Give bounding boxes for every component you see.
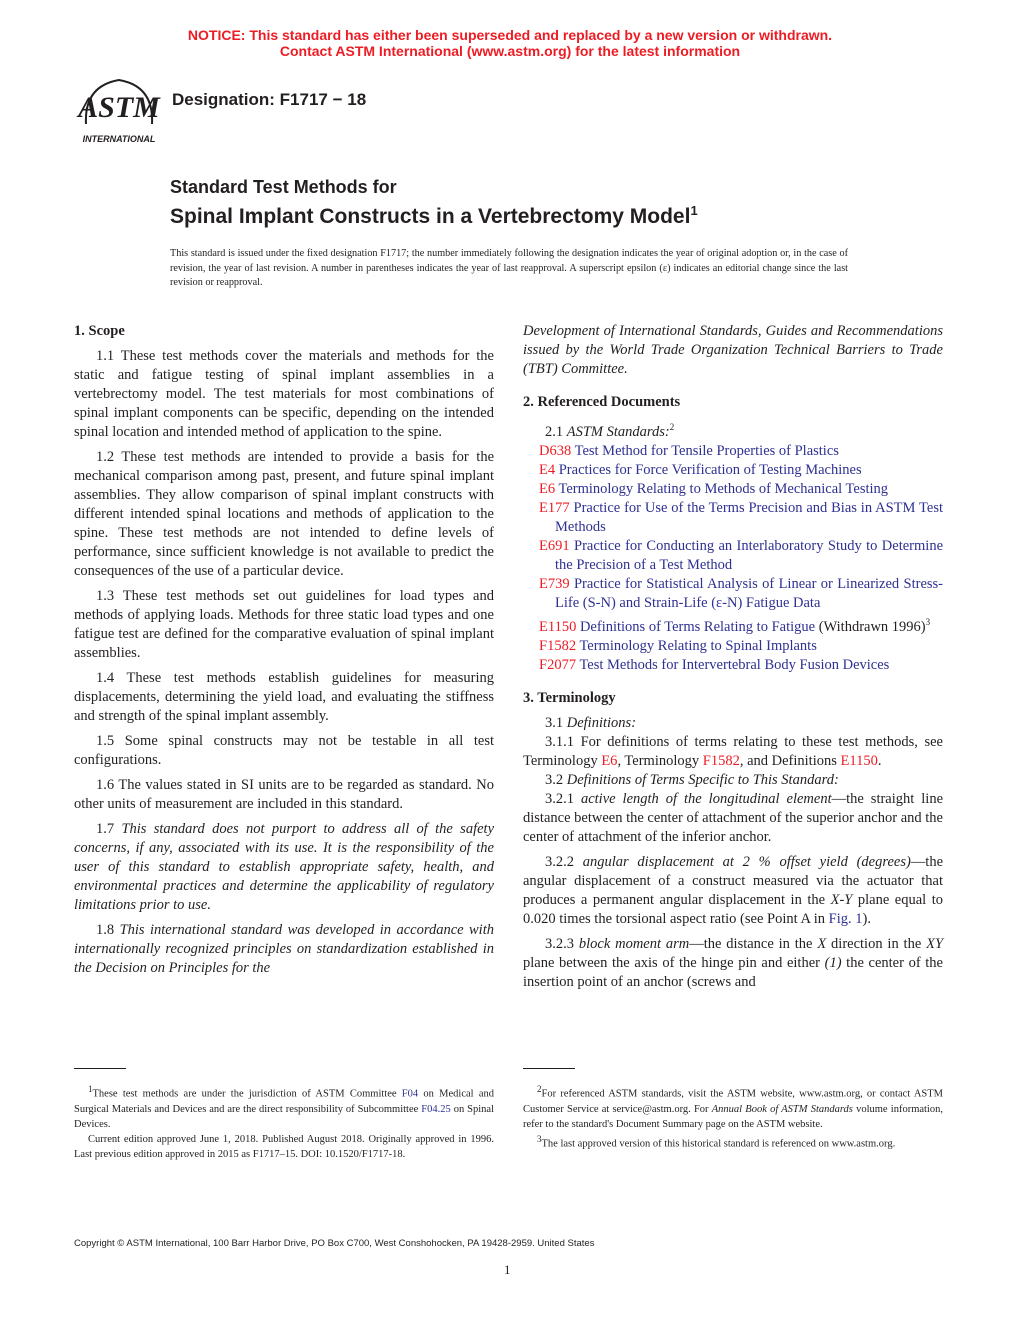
reference-footnote-mark: 3 [925, 616, 931, 627]
reference-code[interactable]: E6 [539, 480, 556, 497]
referenced-2-1: 2.1 ASTM Standards:$^2$ [545, 422, 675, 440]
reference-title[interactable]: Practice for Use of the Terms Precision and Bias in ASTM Test Methods [555, 499, 943, 535]
reference-code[interactable]: F2077 [539, 656, 577, 673]
link-f04-25[interactable]: F04.25 [421, 1103, 451, 1115]
link-e6[interactable]: E6 [601, 752, 618, 769]
notice-banner [0, 27, 1020, 59]
footnote-3: $^3$The last approved version of this historical standard is referenced on www.astm.org. [537, 1133, 896, 1149]
reference-title[interactable]: Practice for Statistical Analysis of Linear or Linearized Stress-Life (S-N) and Strain-Life (ε-N) Fatigue Data [555, 575, 944, 611]
scope-1-8: 1.8 This international standard was developed in accordance with internationally recognized principles on standardization established in the Decision on Principles for the [74, 922, 494, 976]
link-fig-1[interactable]: Fig. 1 [828, 910, 863, 927]
title-line-2: Spinal Implant Constructs in a Vertebrectomy Model$^1$ [170, 203, 698, 228]
reference-code[interactable]: E691 [539, 537, 570, 554]
terminology-heading: 3. Terminology [523, 689, 616, 706]
reference-code[interactable]: E739 [539, 575, 570, 592]
issued-note: This standard is issued under the fixed designation F1717; the number immediately following the designation indicates the year of original adoption or, in the case of revision, the year of last revision. A number in parentheses indicates the year of last reapproval. A superscript epsilon (ε) indicates an editorial change since the last revision or reapproval. [170, 248, 848, 288]
reference-item [523, 480, 943, 499]
scope-1-7: 1.7 This standard does not purport to address all of the safety concerns, if any, associated with its use. It is the responsibility of the user of this standard to establish appropriate safety, health, and environmental practices and determine the applicability of regulatory limitations prior to use. [74, 821, 495, 913]
reference-code[interactable]: F1582 [539, 637, 577, 654]
term-3-2-3: 3.2.3 block moment arm—the distance in the X direction in the XY plane between the axis of the hinge pin and either (1) the center of the insertion point of an anchor (screws and [523, 935, 944, 990]
notice-line-2: Contact ASTM International (www.astm.org) for the latest information [279, 43, 741, 59]
link-e1150[interactable]: E1150 [840, 752, 878, 769]
reference-title[interactable]: Test Methods for Intervertebral Body Fusion Devices [579, 656, 890, 673]
term-3-2-2: 3.2.2 angular displacement at 2 % offset yield (degrees)—the angular displacement of a construct measured via the actuator that produces a permanent angular displacement in the X-Y plane equal to 0.020 times the torsional aspect ratio (see Point A in Fig. 1). [523, 853, 944, 927]
designation: Designation: F1717 − 18 [172, 90, 367, 109]
scope-1-5: 1.5 Some spinal constructs may not be testable in all test configurations. [74, 733, 494, 768]
scope-1-1: 1.1 These test methods cover the materials and methods for the static and fatigue testing of spinal implant assemblies in a vertebrectomy model. The test materials for most combinations of spinal implant components can be specific, depending on the intended spinal location and intended method of application to the spine. [74, 348, 494, 440]
reference-code[interactable]: E1150 [539, 618, 577, 635]
page-number: 1 [504, 1262, 511, 1277]
scope-1-4: 1.4 These test methods establish guidelines for measuring displacements, determining the yield load, and evaluating the stiffness and strength of the spinal implant assembly. [74, 670, 494, 724]
reference-item [523, 537, 943, 575]
document-title [170, 176, 698, 230]
link-f04[interactable]: F04 [401, 1088, 419, 1100]
scope-1-3: 1.3 These test methods set out guidelines for load types and methods of applying loads. Methods for three static load types and one fatigue test are defined for the comparative evaluation of spinal implant assemblies. [74, 588, 494, 661]
reference-title[interactable]: Definitions of Terms Relating to Fatigue [579, 618, 816, 635]
reference-code[interactable]: D638 [539, 442, 572, 459]
footnotes-left [74, 1082, 494, 1162]
link-f1582[interactable]: F1582 [702, 752, 740, 769]
reference-item [523, 575, 943, 613]
left-column [74, 322, 494, 984]
reference-item [523, 442, 943, 461]
astm-logo [74, 72, 164, 147]
title-footnote-mark: 1 [690, 203, 698, 218]
scope-heading: 1. Scope [74, 323, 125, 339]
scope-1-6: 1.6 The values stated in SI units are to be regarded as standard. No other units of measurement are included in this standard. [74, 777, 494, 812]
term-3-2: 3.2 Definitions of Terms Specific to This Standard: [545, 771, 839, 788]
scope-1-8-continued: Development of International Standards, Guides and Recommendations issued by the World Trade Organization Technical Barriers to Trade (TBT) Committee. [523, 323, 943, 377]
term-3-1-1: 3.1.1 For definitions of terms relating to these test methods, see Terminology E6, Terminology F1582, and Definitions E1150. [523, 733, 943, 769]
reference-item [523, 461, 943, 480]
title-line-1: Standard Test Methods for [170, 177, 397, 197]
footnote-2: $^2$For referenced ASTM standards, visit the ASTM website, www.astm.org, or contact ASTM Customer Service at service@astm.org. For Annual Book of ASTM Standards volume information, refer to the standard's Document Summary page on the ASTM website. [523, 1084, 943, 1130]
reference-extra: (Withdrawn 1996) [815, 618, 926, 635]
term-3-2-1: 3.2.1 active length of the longitudinal element—the straight line distance between the center of attachment of the superior anchor and the center of attachment of the inferior anchor. [523, 790, 944, 845]
footnote-1: $^1$These test methods are under the jurisdiction of ASTM Committee F04 on Medical and Surgical Materials and Devices and are the direct responsibility of Subcommittee F04.25 on Spinal Devices. [74, 1084, 495, 1130]
copyright: Copyright © ASTM International, 100 Barr Harbor Drive, PO Box C700, West Conshohocken, PA 19428-2959. United States [74, 1238, 595, 1249]
reference-item [523, 499, 943, 537]
referenced-list [523, 442, 943, 675]
reference-title[interactable]: Practice for Conducting an Interlaboratory Study to Determine the Precision of a Test Method [555, 537, 943, 573]
scope-1-2: 1.2 These test methods are intended to provide a basis for the mechanical comparison among past, present, and future spinal implant assemblies. They allow comparison of spinal implant constructs with different intended spinal locations and methods of application to the spine. These test methods are not intended to define levels of performance, since sufficient knowledge is not available to predict the consequences of the use of a particular device. [74, 449, 494, 579]
reference-title[interactable]: Practices for Force Verification of Testing Machines [558, 461, 862, 478]
term-3-1: 3.1 Definitions: [545, 714, 637, 731]
reference-title[interactable]: Terminology Relating to Spinal Implants [579, 637, 817, 654]
reference-title[interactable]: Terminology Relating to Methods of Mechanical Testing [558, 480, 889, 497]
reference-item [523, 613, 943, 637]
footnote-1-edition: Current edition approved June 1, 2018. Published August 2018. Originally approved in 1996. Last previous edition approved in 2015 as F1717–15. DOI: 10.1520/F1717-18. [74, 1133, 494, 1160]
notice-line-1: NOTICE: This standard has either been superseded and replaced by a new version or withdrawn. [187, 27, 833, 43]
reference-code[interactable]: E4 [539, 461, 556, 478]
reference-item [523, 637, 943, 656]
reference-title[interactable]: Test Method for Tensile Properties of Plastics [574, 442, 839, 459]
logo-text: INTERNATIONAL [82, 134, 156, 144]
referenced-heading: 2. Referenced Documents [523, 394, 681, 410]
footnote-rule-right [523, 1068, 575, 1069]
footnotes-right [523, 1082, 943, 1151]
reference-item [523, 656, 943, 675]
right-column [523, 322, 943, 998]
footnote-rule-left [74, 1068, 126, 1069]
reference-code[interactable]: E177 [539, 499, 570, 516]
logo-mark: ASTM [78, 91, 160, 124]
